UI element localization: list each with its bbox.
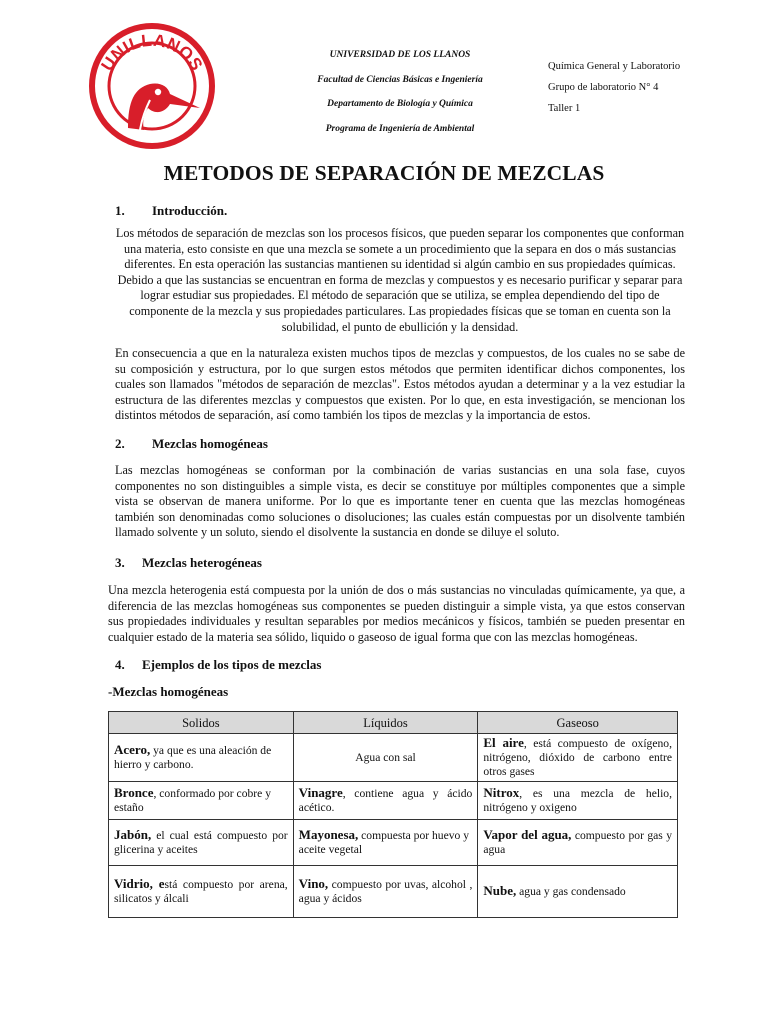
section-2-heading xyxy=(115,436,268,452)
section-number: 4. xyxy=(115,657,125,672)
cell-description: , es una mezcla de helio, nitrógeno y oxigeno xyxy=(483,787,672,814)
table-cell xyxy=(478,782,678,820)
table-header-row xyxy=(109,712,678,734)
table-cell xyxy=(293,782,478,820)
course-name: Química General y Laboratorio xyxy=(548,61,681,72)
intro-paragraph-1: Los métodos de separación de mezclas son los procesos físicos, que pueden separar los componentes que conforman una materia, esto consiste en que una mezcla se somete a un procedimiento que la separa en dos o más sustancias diferentes. En esta operación las sustancias mantienen su identidad si algún cambio en sus propiedades químicas. Debido a que las sustancias se encuentran en forma de mezclas y compuestos y es necesario purificar y separar para lograr estudiar sus propiedades. El método de separación que se utiliza, se emplea dependiendo del tipo de componente de la mezcla y sus propiedades particulares. Las propiedades físicas que se toman en cuenta son la solubilidad, el punto de ebullición y la densidad. xyxy=(115,226,685,334)
cell-description: , está compuesto de oxígeno, nitrógeno, dióxido de carbono entre otros gases xyxy=(483,737,672,778)
table-cell xyxy=(293,734,478,782)
faculty-name: Facultad de Ciencias Básicas e Ingeniería xyxy=(317,74,483,85)
program-name: Programa de Ingeniería de Ambiental xyxy=(325,123,475,134)
table-cell xyxy=(478,734,678,782)
cell-description: el cual está compuesto por glicerina y aceites xyxy=(114,829,288,856)
mixtures-table xyxy=(108,711,678,918)
section-number: 1. xyxy=(115,203,125,218)
document-title: METODOS DE SEPARACIÓN DE MEZCLAS xyxy=(163,161,605,185)
cell-description: , contiene agua y ácido acético. xyxy=(298,787,473,814)
column-header-liquids: Líquidos xyxy=(293,712,478,734)
homogeneous-paragraph: Las mezclas homogéneas se conforman por la combinación de varias sustancias en una sola fase, cuyos componentes no son distinguibles a simple vista, es decir se constituye por múltiples componentes que a simple vista se observan de manera uniforme. Por lo que es importante tener en cuenta que las mezclas homogéneas también son denominadas como soluciones o disoluciones; las cuales están compuestas por un disolvente también llamado solvente y un soluto, siendo el disolvente la sustancia en donde se diluye el soluto. xyxy=(115,463,685,540)
cell-term: El aire xyxy=(483,735,524,750)
cell-description: ya que es una aleación de hierro y carbono. xyxy=(114,744,272,771)
section-title: Mezclas heterogéneas xyxy=(142,555,262,570)
cell-term: Jabón, xyxy=(114,827,152,842)
section-number: 3. xyxy=(115,555,125,570)
table-cell xyxy=(478,820,678,866)
cell-term: Nitrox xyxy=(483,785,520,800)
section-title: Ejemplos de los tipos de mezclas xyxy=(142,657,322,672)
homogeneous-examples-subheading: -Mezclas homogéneas xyxy=(108,684,229,699)
intro-paragraph-2: En consecuencia a que en la naturaleza existen muchos tipos de mezclas y compuestos, de los cuales no se sabe de su composición y estructura, por lo que surgen estos métodos que permiten identificar dichos componentes, los cuales son llamados "métodos de separación de mezclas". Estos métodos ayudan a determinar y a la vez estudiar la estructura de las diferentes mezclas y compuestos que existen. Por lo que, en esta investigación, se mencionan los distintos métodos de separación, así como también los tipos de mezclas y la importancia de estos. xyxy=(115,346,685,423)
cell-description: agua y gas condensado xyxy=(516,885,626,898)
table-cell xyxy=(109,866,294,918)
section-3-heading xyxy=(115,555,262,571)
cell-term: Bronce xyxy=(114,785,154,800)
cell-term: Acero, xyxy=(114,742,151,757)
cell-description: , conformado por cobre y estaño xyxy=(114,787,271,814)
workshop-label: Taller 1 xyxy=(548,103,581,114)
cell-term: Vino, xyxy=(298,876,329,891)
cell-term: Vapor del agua, xyxy=(483,827,572,842)
table-cell xyxy=(109,782,294,820)
table-row xyxy=(109,820,678,866)
table-row xyxy=(109,866,678,918)
table-cell xyxy=(478,866,678,918)
cell-term: Mayonesa, xyxy=(298,827,359,842)
table-cell xyxy=(293,820,478,866)
section-1-heading xyxy=(115,203,227,219)
course-block xyxy=(548,61,680,124)
logo-text: UNILLANOS xyxy=(97,30,207,75)
section-number: 2. xyxy=(115,436,125,451)
table-row xyxy=(109,782,678,820)
university-name: UNIVERSIDAD DE LOS LLANOS xyxy=(329,50,471,60)
institution-block xyxy=(300,50,500,148)
section-title: Introducción. xyxy=(152,203,228,218)
cell-description: compuesta por huevo y aceite vegetal xyxy=(298,829,470,856)
column-header-gases: Gaseoso xyxy=(478,712,678,734)
table-cell xyxy=(109,734,294,782)
section-title: Mezclas homogéneas xyxy=(152,436,268,451)
cell-description: compuesto por gas y agua xyxy=(483,829,672,856)
section-4-heading xyxy=(115,657,321,673)
table-cell xyxy=(109,820,294,866)
cell-term: Vinagre xyxy=(298,785,343,800)
cell-term: Nube, xyxy=(483,883,517,898)
department-name: Departamento de Biología y Química xyxy=(327,99,473,109)
table-cell xyxy=(293,866,478,918)
cell-description: compuesto por uvas, alcohol , agua y ácidos xyxy=(298,878,473,905)
table-row xyxy=(109,734,678,782)
cell-description: stá compuesto por arena, silicatos y álcali xyxy=(114,878,288,905)
column-header-solids: Solidos xyxy=(109,712,294,734)
lab-group: Grupo de laboratorio N° 4 xyxy=(548,82,659,93)
cell-description: Agua con sal xyxy=(355,751,416,764)
university-logo xyxy=(88,22,216,150)
cell-term: Vidrio, e xyxy=(114,876,165,891)
heterogeneous-paragraph: Una mezcla heterogenia está compuesta por la unión de dos o más sustancias no vinculadas químicamente, ya que, a diferencia de las mezclas homogéneas sus componentes se pueden distinguir a simple vista, ya que estos conservan sus propiedades individuales y resultan separables por medios mecánicos y físicos, también se pueden presentar en cualquier estado de la materia sea sólido, liquido o gaseoso de igual forma que con las mezclas homogéneas. xyxy=(108,583,685,644)
